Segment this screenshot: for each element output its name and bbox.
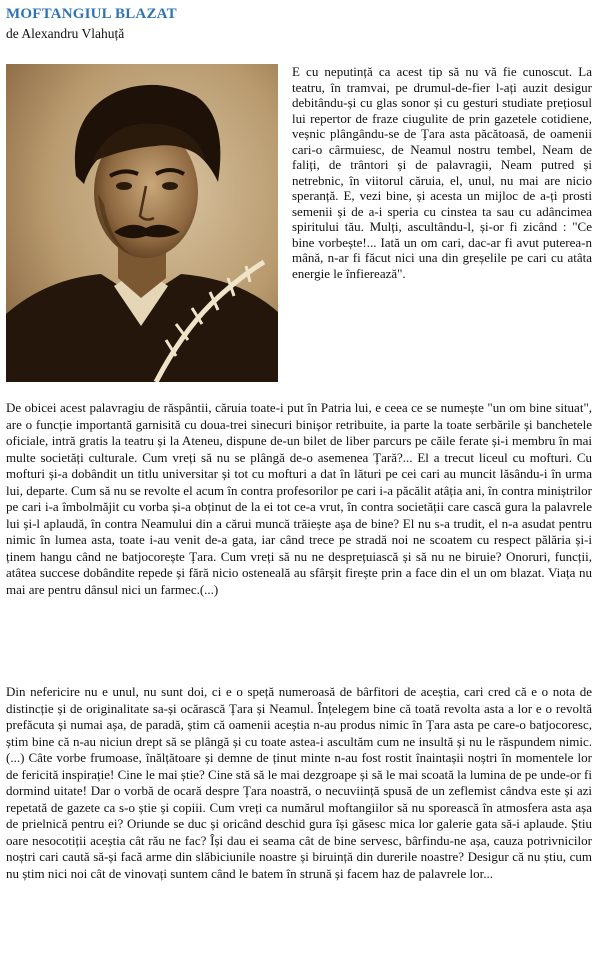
author-portrait-engraving-icon bbox=[6, 64, 278, 382]
body-paragraph-3: Din nefericire nu e unul, nu sunt doi, ci e o speță numeroasă de bârfitori de aceștia, cari cred că e o nota de distincție și de originalitate sa-și ocărască Țara și Neamul. Înțelegem bine că toată revolta asta a lor e o revoltă prefăcuta și numai așa, de paradă, știm că oamenii aceștia n-au produs nimic în Țara asta pe care-o batjocoresc, știm bine că n-au niciun drept să se plângă și cu toate astea-i ascultăm cum ne insultă și nu le răspundem nimic.(...) Câte vorbe frumoase, înălțătoare și demne de ținut minte n-au fost rostit înaintașii noștri în momentele lor de fericită inspirație! Cine le mai știe? Cine stă să le mai dezgroape și să le mai scoată la lumina de pe unde-or fi dormind uitate! Dar o vorbă de ocară despre Țara noastră, o necuviință spusă de un zeflemist cândva este și azi repetată de gazete ca s-o știe și copiii. Cum vreți ca numărul moftangiilor să nu sporească în atmosfera asta așa de prielnică pentru ei? Oriunde se duc și oricând deschid gura își găsesc mica lor galerie gata să-i aplaude. Știu oare nesocotiții aceștia cât rău ne fac? Își dau ei seama cât de bine servesc, bârfindu-ne așa, cauza potrivnicilor noștri cari caută să-și facă arme din slăbiciunile noastre și biruință din durerile noastre? Desigur că nu știu, cum nu știm nici noi cât de vinovați suntem când le batem în strună și facem haz de palavrele lor... bbox=[6, 684, 592, 881]
body-paragraph-2: De obicei acest palavragiu de răspântii, căruia toate-i put în Patria lui, e ceea ce se numește "un om bine situat", are o funcție importantă garnisită cu doua-trei sinecuri binișor retribuite, ia parte la toate serbările și banchetele oficiale, intră gratis la teatru și la Ateneu, dispune de-un bilet de liber parcurs pe căile ferate și-i membru în mai multe societăți culturale. Cum vreți să nu se plângă de-o asemenea Țară?... El a trecut liceul cu mofturi. Cu mofturi și-a dobândit un titlu universitar și tot cu mofturi a dat în lături pe cei cari au muncit lăsându-i în urma lui, departe. Cum să nu se revolte el acum în contra profesorilor pe cari i-a păcălit atâția ani, în contra miniștrilor pe cari i-a îmbolmăjit cu vorba și-a obținut de la ei tot ce-a vrut, în contra societății care cască gura la palavrele lui și-l aplaudă, în contra Neamului din a cărui muncă trăiește așa de bine? El nu s-a trudit, el n-a asudat pentru nimic în lumea asta, toate i-au venit de-a gata, iar când trece pe stradă noi ne scoatem cu respect pălăria și-i ținem hangu când ne batjocorește Țara. Cum vreți să nu ne desprețuiască și să nu ne biruie? Onoruri, funcții, atâtea succese dobândite repede și fără nicio osteneală au sfârșit firește prin a face din el un om blazat. Viața nu mai are pentru dânsul nici un farmec.(...) bbox=[6, 400, 592, 597]
portrait-left-eye bbox=[116, 182, 132, 190]
intro-paragraph: E cu neputință ca acest tip să nu vă fie cunoscut. La teatru, în tramvai, pe drumul-de-fier l-ați auzit desigur debitându-și cu glas sonor și cu gesturi studiate prețiosul lui repertor de fraze ciugulite de prin gazetele cotidiene, veșnic plângându-se de Țara asta păcătoasă, de oamenii cari-o cârmuiesc, de Neamul nostru tembel, Neam de faliți, de trântori și de palavragii, Neam putred și netrebnic, în viitorul căruia, el, unul, nu mai are nicio speranță. E, vezi bine, și acesta un mijloc de a-ți prosti semenii și de a-i speria cu cinstea ta sau cu adâncimea spiritului tău. Mulți, ascultându-l, și-or fi zicând : "Ce bine vorbește!... Iată un om cari, dac-ar fi avut puterea-n mână, n-ar fi făcut nici una din greșelile pe cari cu atâta energie le înfierează". bbox=[292, 64, 592, 281]
article-title: MOFTANGIUL BLAZAT bbox=[6, 6, 177, 22]
author-portrait bbox=[6, 64, 278, 382]
article-author: de Alexandru Vlahuță bbox=[6, 26, 125, 41]
portrait-right-eye bbox=[162, 182, 178, 190]
